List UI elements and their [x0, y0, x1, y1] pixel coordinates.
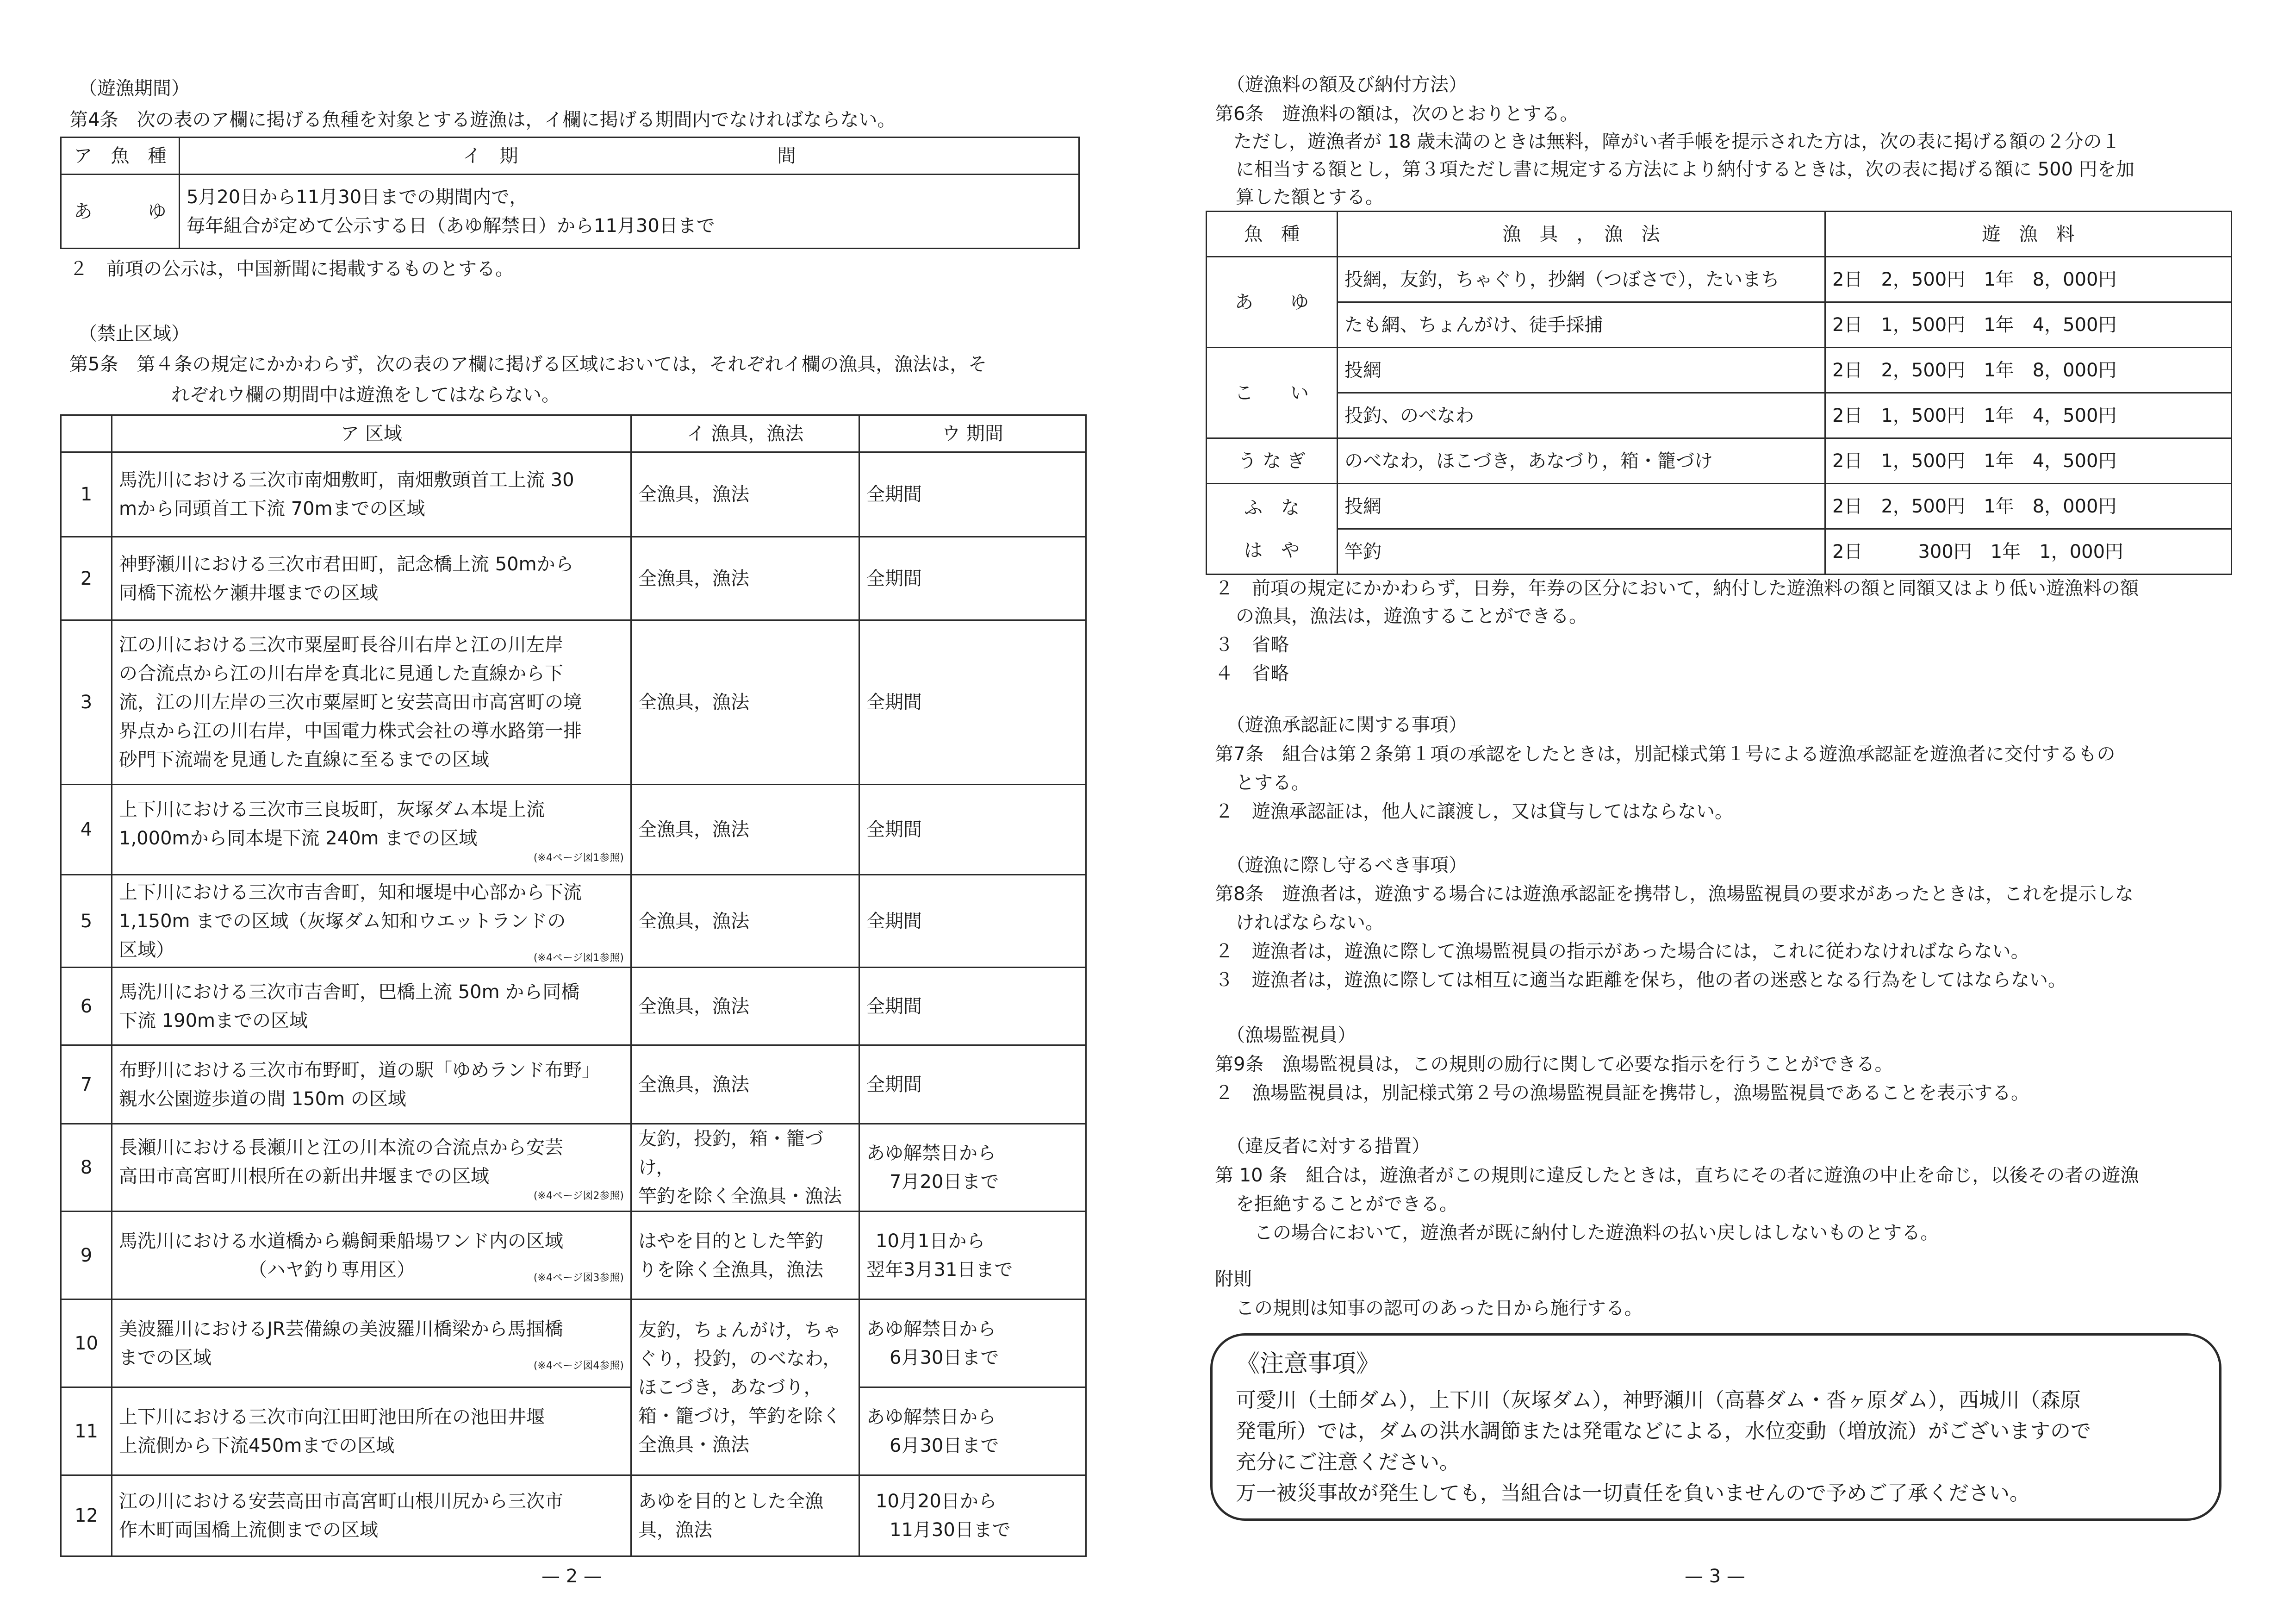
- article-8-text-2: ければならない。: [1236, 912, 1384, 933]
- row-number: 2: [61, 537, 112, 620]
- period-header: ウ 期間: [859, 415, 1086, 452]
- area-cell: 布野川における三次市布野町，道の駅「ゆめランド布野」 親水公園遊歩道の間 150m の区域: [112, 1045, 631, 1124]
- fish-cell: こ い: [1207, 348, 1338, 438]
- article-10-heading: （違反者に対する措置）: [1226, 1136, 1430, 1157]
- row-number: 9: [61, 1212, 112, 1299]
- article-6-item-2-cont: の漁具，漁法は，遊漁することができる。: [1236, 606, 1587, 627]
- row-number: 12: [61, 1475, 112, 1556]
- fee-row: [1207, 257, 2232, 302]
- fish-header: 魚 種: [1207, 212, 1338, 257]
- notice-line: 発電所）では，ダムの洪水調節または発電などによる，水位変動（増放流）がございますので: [1236, 1419, 2091, 1443]
- area-cell: 江の川における三次市粟屋町長谷川右岸と江の川左岸 の合流点から江の川右岸を真北に見通した直線から下 流，江の川左岸の三次市粟屋町と安芸高田市高宮町の境 界点から江の川右岸，中国電力株式会社の導水路第一排 砂門下流端を見通した直線に至るまでの区域: [112, 620, 631, 785]
- gear-header: イ 漁具，漁法: [631, 415, 859, 452]
- fee-table-header: [1207, 212, 2232, 257]
- article-4-item-2: ２ 前項の公示は，中国新聞に掲載するものとする。: [69, 258, 514, 280]
- period-line: 5月20日から11月30日までの期間内で，: [187, 186, 528, 208]
- row-number: 6: [61, 968, 112, 1045]
- article-10-text-2: を拒絶することができる。: [1236, 1193, 1458, 1215]
- period-cell: あゆ解禁日から 6月30日まで: [859, 1387, 1086, 1475]
- article-6-proviso-1: ただし，遊漁者が 18 歳未満のときは無料，障がい者手帳を提示された方は，次の表に掲げる額の２分の１: [1215, 131, 2121, 152]
- article-6-heading: （遊漁料の額及び納付方法）: [1226, 74, 1467, 95]
- area-cell: 長瀬川における長瀬川と江の川本流の合流点から安芸 高田市高宮町川根所在の新出井堰までの区域 (※4ページ図2参照): [112, 1124, 631, 1212]
- fee-row: [1207, 348, 2232, 393]
- gear-cell: 全漁具，漁法: [631, 968, 859, 1045]
- area-row-11: [61, 1387, 1086, 1475]
- gear-header: 漁 具 ， 漁 法: [1338, 212, 1825, 257]
- fish-header: ア 魚 種: [61, 137, 180, 175]
- period-cell: 10月1日から 翌年3月31日まで: [859, 1212, 1086, 1299]
- fish-cell: う な ぎ: [1207, 438, 1338, 484]
- area-row-3: [61, 620, 1086, 785]
- article-6-proviso-2: に相当する額とし，第３項ただし書に規定する方法により納付するときは，次の表に掲げる額に 500 円を加: [1236, 159, 2134, 180]
- notice-line: 万一被災事故が発生しても，当組合は一切責任を負いませんので予めご了承ください。: [1236, 1481, 2030, 1505]
- gear-cell: 竿釣: [1338, 529, 1825, 575]
- area-cell: 上下川における三次市吉舎町，知和堰堤中心部から下流 1,150m までの区域（灰塚ダム知和ウエットランドの 区域） (※4ページ図1参照): [112, 875, 631, 968]
- area-header: ア 区域: [112, 415, 631, 452]
- season-table-row: [61, 175, 1079, 249]
- gear-cell: 全漁具，漁法: [631, 875, 859, 968]
- article-7-heading: （遊漁承認証に関する事項）: [1226, 714, 1467, 736]
- article-6-item-3: ３ 省略: [1215, 634, 1289, 656]
- area-row-4: [61, 785, 1086, 875]
- gear-cell: 投釣、のべなわ: [1338, 393, 1825, 438]
- prohibited-area-table: [60, 414, 1087, 1557]
- period-cell: あゆ解禁日から 6月30日まで: [859, 1299, 1086, 1387]
- page-3: [1148, 0, 2296, 1624]
- supplementary-heading: 附則: [1215, 1268, 1252, 1290]
- article-10-text-1: 第 10 条 組合は，遊漁者がこの規則に違反したときは，直ちにその者に遊漁の中止を命じ，以後その者の遊漁: [1215, 1165, 2139, 1186]
- figure-reference: (※4ページ図4参照): [533, 1360, 624, 1372]
- gear-cell: 投網: [1338, 348, 1825, 393]
- area-cell: 美波羅川におけるJR芸備線の美波羅川橋梁から馬掴橋 までの区域 (※4ページ図4参照): [112, 1299, 631, 1387]
- article-8-item-2: ２ 遊漁者は，遊漁に際して漁場監視員の指示があった場合には，これに従わなければならない。: [1215, 941, 2029, 962]
- area-row-12: [61, 1475, 1086, 1556]
- fee-cell: 2日 1，500円 1年 4，500円: [1825, 302, 2232, 348]
- row-number: 4: [61, 785, 112, 875]
- gear-cell: 投網: [1338, 484, 1825, 529]
- period-header: イ 期 間: [180, 137, 1079, 175]
- fish-cell: あ ゆ: [1207, 257, 1338, 348]
- gear-cell: 全漁具，漁法: [631, 785, 859, 875]
- article-10-text-3: この場合において，遊漁者が既に納付した遊漁料の払い戻しはしないものとする。: [1236, 1222, 1939, 1243]
- area-row-7: [61, 1045, 1086, 1124]
- fee-cell: 2日 2，500円 1年 8，000円: [1825, 484, 2232, 529]
- period-cell: あゆ解禁日から 7月20日まで: [859, 1124, 1086, 1212]
- article-6-proviso-3: 算した額とする。: [1236, 187, 1384, 208]
- figure-reference: (※4ページ図1参照): [533, 852, 624, 864]
- area-row-1: [61, 452, 1086, 537]
- article-6-text: 第6条 遊漁料の額は，次のとおりとする。: [1215, 103, 1579, 125]
- article-7-text-2: とする。: [1236, 772, 1310, 793]
- season-table: [60, 137, 1080, 249]
- area-row-8: [61, 1124, 1086, 1212]
- area-cell: 神野瀬川における三次市君田町，記念橋上流 50mから 同橋下流松ケ瀬井堰までの区域: [112, 537, 631, 620]
- area-table-header: [61, 415, 1086, 452]
- period-cell: 10月20日から 11月30日まで: [859, 1475, 1086, 1556]
- gear-cell: 全漁具，漁法: [631, 537, 859, 620]
- season-table-header: [61, 137, 1079, 175]
- notice-line: 充分にご注意ください。: [1236, 1450, 1460, 1474]
- fish-cell: ふ な は や: [1207, 484, 1338, 575]
- gear-cell: 全漁具，漁法: [631, 452, 859, 537]
- page-number: — 2 —: [541, 1566, 602, 1587]
- fish-cell: あ ゆ: [61, 175, 180, 249]
- row-number: 8: [61, 1124, 112, 1212]
- area-row-5: [61, 875, 1086, 968]
- article-8-text-1: 第8条 遊漁者は，遊漁する場合には遊漁承認証を携帯し，漁場監視員の要求があったときは，これを提示しな: [1215, 883, 2134, 905]
- notice-box: [1210, 1333, 2221, 1521]
- fee-cell: 2日 1，500円 1年 4，500円: [1825, 393, 2232, 438]
- gear-cell: のべなわ，ほこづき，あなづり，箱・籠づけ: [1338, 438, 1825, 484]
- fee-cell: 2日 1，500円 1年 4，500円: [1825, 438, 2232, 484]
- row-number: 1: [61, 452, 112, 537]
- area-row-6: [61, 968, 1086, 1045]
- gear-cell: 投網，友釣，ちゃぐり，抄網（つぼさで），たいまち: [1338, 257, 1825, 302]
- area-cell: 上下川における三次市向江田町池田所在の池田井堰 上流側から下流450mまでの区域: [112, 1387, 631, 1475]
- article-7-text-1: 第7条 組合は第２条第１項の承認をしたときは，別記様式第１号による遊漁承認証を遊漁者に交付するもの: [1215, 743, 2116, 765]
- period-cell: 全期間: [859, 875, 1086, 968]
- period-cell: 全期間: [859, 785, 1086, 875]
- area-cell: 馬洗川における三次市吉舎町，巴橋上流 50m から同橋 下流 190mまでの区域: [112, 968, 631, 1045]
- article-4-heading: （遊漁期間）: [79, 78, 190, 99]
- article-9-text: 第9条 漁場監視員は，この規則の励行に関して必要な指示を行うことができる。: [1215, 1054, 1893, 1075]
- article-5-text-1: 第5条 第４条の規定にかかわらず，次の表のア欄に掲げる区域においては，それぞれイ欄の漁具，漁法は，そ: [69, 354, 987, 375]
- area-cell: 馬洗川における水道橋から鵜飼乗船場ワンド内の区域 （ハヤ釣り専用区） (※4ページ図3参照): [112, 1212, 631, 1299]
- gear-cell: あゆを目的とした全漁 具，漁法: [631, 1475, 859, 1556]
- fee-cell: 2日 300円 1年 1，000円: [1825, 529, 2232, 575]
- area-row-2: [61, 537, 1086, 620]
- fee-row: [1207, 302, 2232, 348]
- article-8-heading: （遊漁に際し守るべき事項）: [1226, 855, 1467, 876]
- notice-title: 《注意事項》: [1236, 1350, 1381, 1378]
- article-6-item-4: ４ 省略: [1215, 663, 1289, 684]
- row-number: 11: [61, 1387, 112, 1475]
- period-line: 毎年組合が定めて公示する日（あゆ解禁日）から11月30日まで: [187, 215, 715, 237]
- figure-reference: (※4ページ図3参照): [533, 1272, 624, 1284]
- gear-cell: 友釣，投釣，箱・籠づけ， 竿釣を除く全漁具・漁法: [631, 1124, 859, 1212]
- period-cell: 全期間: [859, 1045, 1086, 1124]
- fee-cell: 2日 2，500円 1年 8，000円: [1825, 257, 2232, 302]
- figure-reference: (※4ページ図2参照): [533, 1190, 624, 1202]
- supplementary-text: この規則は知事の認可のあった日から施行する。: [1236, 1298, 1643, 1319]
- article-5-heading: （禁止区域）: [79, 323, 190, 344]
- figure-reference: (※4ページ図1参照): [533, 952, 624, 964]
- area-row-10: [61, 1299, 1086, 1387]
- fee-cell: 2日 2，500円 1年 8，000円: [1825, 348, 2232, 393]
- gear-cell: はやを目的とした竿釣 りを除く全漁具，漁法: [631, 1212, 859, 1299]
- area-cell: 江の川における安芸高田市高宮町山根川尻から三次市 作木町両国橋上流側までの区域: [112, 1475, 631, 1556]
- fee-row: [1207, 529, 2232, 575]
- area-row-9: [61, 1212, 1086, 1299]
- period-cell: 全期間: [859, 620, 1086, 785]
- period-cell: 全期間: [859, 968, 1086, 1045]
- article-8-item-3: ３ 遊漁者は，遊漁に際しては相互に適当な距離を保ち，他の者の迷惑となる行為をしてはならない。: [1215, 969, 2066, 991]
- page-number: — 3 —: [1685, 1566, 1745, 1587]
- row-number: 3: [61, 620, 112, 785]
- gear-cell: 全漁具，漁法: [631, 620, 859, 785]
- row-number: 7: [61, 1045, 112, 1124]
- gear-cell: たも網、ちょんがけ、徒手採捕: [1338, 302, 1825, 348]
- period-cell: 全期間: [859, 537, 1086, 620]
- no-header: [61, 415, 112, 452]
- gear-cell: 全漁具，漁法: [631, 1045, 859, 1124]
- article-9-heading: （漁場監視員）: [1226, 1024, 1356, 1046]
- row-number: 10: [61, 1299, 112, 1387]
- area-cell: 上下川における三次市三良坂町，灰塚ダム本堤上流 1,000mから同本堤下流 240m までの区域 (※4ページ図1参照): [112, 785, 631, 875]
- notice-line: 可愛川（土師ダム），上下川（灰塚ダム），神野瀬川（高暮ダム・沓ヶ原ダム），西城川（森原: [1236, 1388, 2081, 1412]
- article-5-text-2: れぞれウ欄の期間中は遊漁をしてはならない。: [171, 384, 560, 406]
- article-6-item-2: ２ 前項の規定にかかわらず，日券，年券の区分において，納付した遊漁料の額と同額又はより低い遊漁料の額: [1215, 578, 2139, 599]
- row-number: 5: [61, 875, 112, 968]
- period-cell: [180, 175, 1079, 249]
- fee-header: 遊 漁 料: [1825, 212, 2232, 257]
- article-4-text: 第4条 次の表のア欄に掲げる魚種を対象とする遊漁は，イ欄に掲げる期間内でなければならない。: [69, 109, 896, 131]
- fee-table: [1206, 211, 2232, 575]
- article-7-item-2: ２ 遊漁承認証は，他人に譲渡し，又は貸与してはならない。: [1215, 801, 1733, 822]
- fee-row: [1207, 393, 2232, 438]
- gear-cell: 友釣，ちょんがけ，ちゃ ぐり，投釣，のべなわ， ほこづき，あなづり， 箱・籠づけ，竿釣を除く 全漁具・漁法: [631, 1299, 859, 1475]
- fee-row: [1207, 438, 2232, 484]
- article-9-item-2: ２ 漁場監視員は，別記様式第２号の漁場監視員証を携帯し，漁場監視員であることを表示する。: [1215, 1082, 2029, 1104]
- period-cell: 全期間: [859, 452, 1086, 537]
- area-cell: 馬洗川における三次市南畑敷町，南畑敷頭首工上流 30 mから同頭首工下流 70mまでの区域: [112, 452, 631, 537]
- fee-row: [1207, 484, 2232, 529]
